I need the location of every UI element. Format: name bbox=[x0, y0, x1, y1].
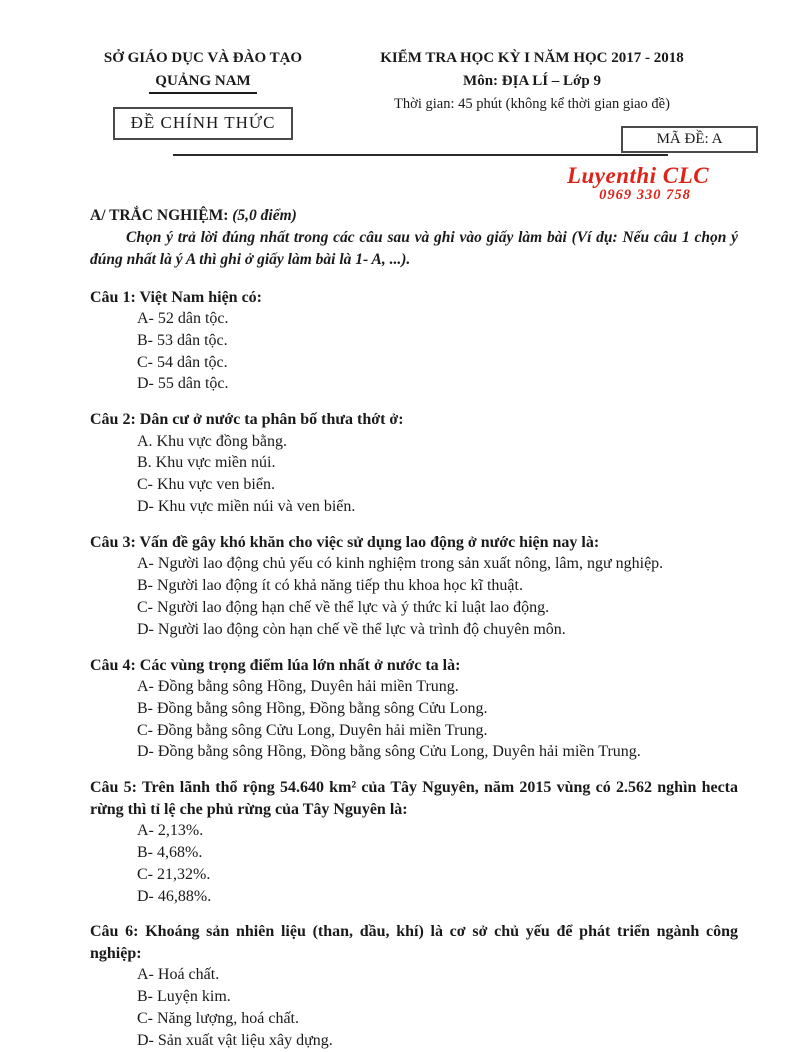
exam-subject: Môn: ĐỊA LÍ – Lớp 9 bbox=[463, 73, 601, 89]
option-b: B- Người lao động ít có khả năng tiếp thu khoa học kĩ thuật. bbox=[137, 577, 523, 595]
question-heading bbox=[90, 409, 738, 431]
option-b: B- 4,68%. bbox=[137, 844, 203, 862]
question-heading bbox=[90, 532, 738, 554]
question-options bbox=[90, 964, 738, 1051]
option-c: C- 21,32%. bbox=[137, 865, 211, 883]
option-a: A- Đồng bằng sông Hồng, Duyên hải miền Trung. bbox=[137, 678, 459, 696]
question-label: Câu 3: bbox=[90, 533, 136, 551]
question-text: Các vùng trọng điểm lúa lớn nhất ở nước ta là: bbox=[139, 656, 461, 674]
brand-watermark bbox=[556, 164, 720, 203]
province-name: QUẢNG NAM bbox=[149, 71, 256, 94]
option-a: A- 52 dân tộc. bbox=[137, 310, 229, 327]
option-c: C- Đồng bằng sông Cửu Long, Duyên hải miền Trung. bbox=[137, 721, 488, 739]
question-label: Câu 6: bbox=[90, 923, 139, 941]
question-text: Trên lãnh thổ rộng 54.640 km² của Tây Nguyên, năm 2015 vùng có 2.562 nghìn hecta rừng thì tỉ lệ che phủ rừng của Tây Nguyên là: bbox=[90, 779, 739, 818]
option-a: A. Khu vực đồng bằng. bbox=[137, 432, 287, 450]
question-options bbox=[90, 431, 738, 518]
question-3 bbox=[90, 532, 738, 641]
question-label: Câu 4: bbox=[90, 656, 136, 674]
exam-duration: Thời gian: 45 phút (không kể thời gian giao đề) bbox=[394, 96, 670, 112]
question-heading bbox=[90, 655, 738, 677]
official-exam-stamp: ĐỀ CHÍNH THỨC bbox=[113, 107, 294, 140]
option-c: C- Người lao động hạn chế về thể lực và ý thức kỉ luật lao động. bbox=[137, 598, 550, 616]
section-a-heading bbox=[90, 205, 738, 227]
option-d: D- Người lao động còn hạn chế về thể lực và trình độ chuyên môn. bbox=[137, 620, 566, 638]
brand-phone-number: 0969 330 758 bbox=[599, 187, 691, 203]
question-text: Dân cư ở nước ta phân bố thưa thớt ở: bbox=[139, 411, 404, 429]
question-text: Khoáng sản nhiên liệu (than, dầu, khí) là cơ sở chủ yếu để phát triển ngành công nghiệp: bbox=[90, 923, 739, 962]
question-text: Vấn đề gây khó khăn cho việc sử dụng lao động ở nước hiện nay là: bbox=[139, 533, 600, 551]
option-a: A- Hoá chất. bbox=[137, 966, 220, 984]
option-c: C- Khu vực ven biển. bbox=[137, 476, 275, 494]
option-a: A- Người lao động chủ yếu có kinh nghiệm trong sản xuất nông, lâm, ngư nghiệp. bbox=[137, 555, 664, 573]
question-options bbox=[90, 676, 738, 763]
question-heading bbox=[90, 777, 738, 820]
question-6 bbox=[90, 921, 738, 1051]
brand-name: Luyenthi CLC bbox=[566, 163, 710, 188]
option-b: B- 53 dân tộc. bbox=[137, 331, 228, 349]
question-options bbox=[90, 308, 738, 395]
option-d: D- Sản xuất vật liệu xây dựng. bbox=[137, 1031, 333, 1049]
exam-code-box: MÃ ĐỀ: A bbox=[621, 126, 758, 153]
section-a-title: A/ TRẮC NGHIỆM: bbox=[90, 207, 229, 224]
question-2 bbox=[90, 409, 738, 518]
option-b: B- Đồng bằng sông Hồng, Đồng bằng sông Cửu Long. bbox=[137, 699, 488, 717]
option-b: B- Luyện kim. bbox=[137, 988, 231, 1006]
question-heading bbox=[90, 921, 738, 964]
header-exam-info-block bbox=[348, 48, 716, 114]
question-label: Câu 2: bbox=[90, 411, 136, 429]
option-d: D- Đồng bằng sông Hồng, Đồng bằng sông Cửu Long, Duyên hải miền Trung. bbox=[137, 743, 641, 761]
option-c: C- 54 dân tộc. bbox=[137, 353, 228, 371]
section-a-instructions: Chọn ý trả lời đúng nhất trong các câu sau và ghi vào giấy làm bài (Ví dụ: Nếu câu 1 chọn ý đúng nhất là ý A thì ghi ở giấy làm bài là 1- A, ...). bbox=[90, 228, 738, 268]
section-a-points: (5,0 điểm) bbox=[232, 207, 297, 224]
exam-body bbox=[90, 205, 738, 1052]
question-4 bbox=[90, 655, 738, 764]
question-options bbox=[90, 553, 738, 640]
option-b: B. Khu vực miền núi. bbox=[137, 454, 276, 472]
header-divider-line bbox=[173, 154, 668, 156]
option-c: C- Năng lượng, hoá chất. bbox=[137, 1010, 299, 1028]
exam-title: KIỂM TRA HỌC KỲ I NĂM HỌC 2017 - 2018 bbox=[380, 50, 684, 66]
question-text: Việt Nam hiện có: bbox=[139, 288, 262, 306]
question-options bbox=[90, 820, 738, 907]
question-heading bbox=[90, 287, 738, 309]
option-d: D- 55 dân tộc. bbox=[137, 375, 229, 393]
header-authority-block bbox=[72, 48, 334, 140]
question-label: Câu 5: bbox=[90, 779, 138, 797]
option-a: A- 2,13%. bbox=[137, 822, 204, 840]
question-label: Câu 1: bbox=[90, 288, 136, 306]
question-5 bbox=[90, 777, 738, 907]
question-1 bbox=[90, 287, 738, 396]
option-d: D- Khu vực miền núi và ven biển. bbox=[137, 498, 356, 516]
department-name: SỞ GIÁO DỤC VÀ ĐÀO TẠO bbox=[103, 50, 303, 66]
option-d: D- 46,88%. bbox=[137, 887, 212, 905]
